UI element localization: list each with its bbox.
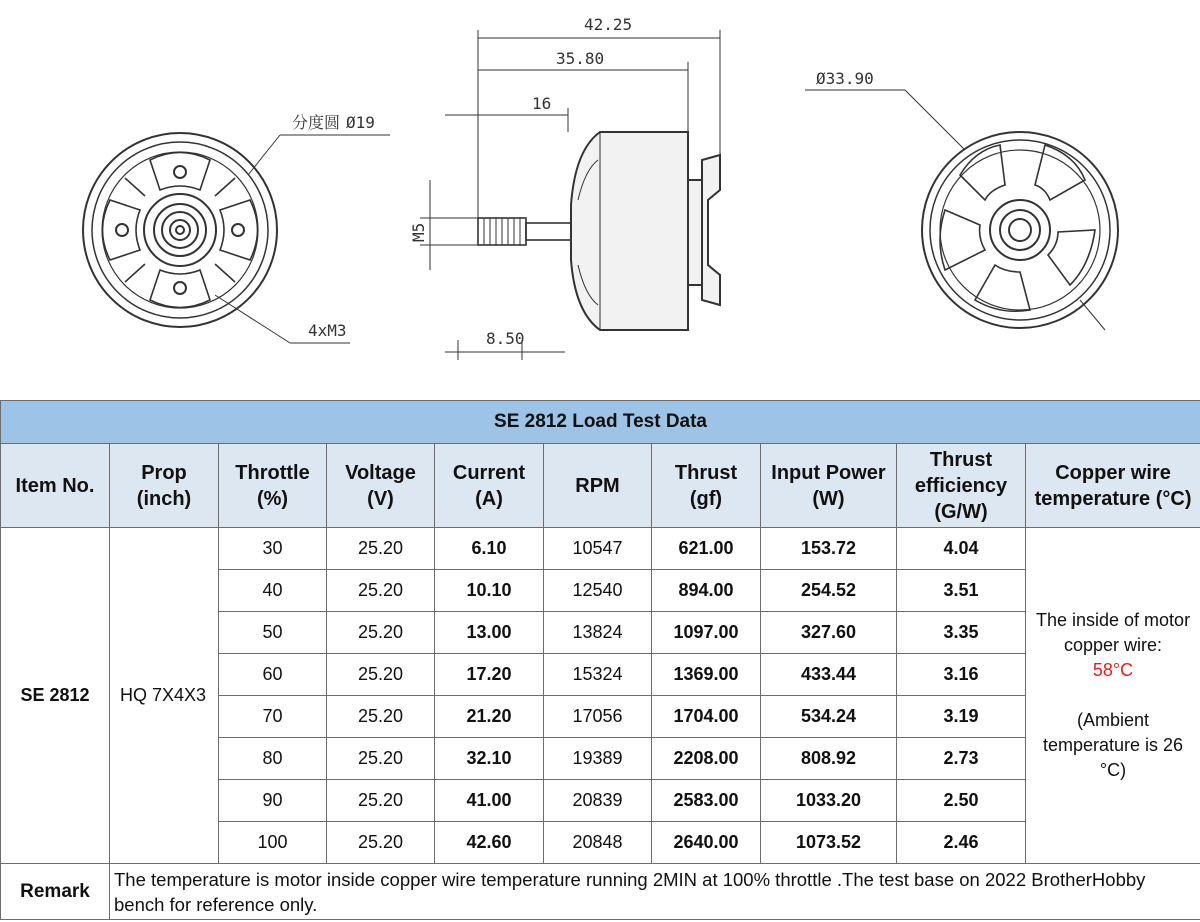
mount-holes-label: 4xM3 [308, 321, 347, 340]
throttle-cell: 30 [219, 528, 327, 570]
voltage-cell: 25.20 [327, 654, 435, 696]
current-cell: 41.00 [435, 780, 544, 822]
item-no-cell: SE 2812 [1, 528, 110, 864]
load-test-table [0, 400, 1200, 920]
pitch-circle-value: Ø19 [346, 113, 375, 132]
remark-text: The temperature is motor inside copper wire temperature running 2MIN at 100% throttle .The test base on 2022 BrotherHobby bench for reference only. [110, 864, 1200, 920]
rpm-cell: 10547 [544, 528, 652, 570]
thrust-cell: 1704.00 [652, 696, 761, 738]
input-power-cell: 1033.20 [761, 780, 897, 822]
header-efficiency: Thrust efficiency (G/W) [897, 444, 1026, 528]
header-throttle: Throttle (%) [219, 444, 327, 528]
table-row [1, 528, 1200, 570]
voltage-cell: 25.20 [327, 570, 435, 612]
throttle-cell: 70 [219, 696, 327, 738]
input-power-cell: 808.92 [761, 738, 897, 780]
header-rpm: RPM [544, 444, 652, 528]
front-view [83, 133, 390, 343]
header-input-power: Input Power (W) [761, 444, 897, 528]
voltage-cell: 25.20 [327, 822, 435, 864]
rpm-cell: 19389 [544, 738, 652, 780]
rear-diameter-dim: Ø33.90 [816, 69, 874, 88]
thrust-cell: 1369.00 [652, 654, 761, 696]
thrust-cell: 2640.00 [652, 822, 761, 864]
rear-view [805, 90, 1118, 330]
current-cell: 32.10 [435, 738, 544, 780]
voltage-cell: 25.20 [327, 528, 435, 570]
throttle-cell: 90 [219, 780, 327, 822]
voltage-cell: 25.20 [327, 612, 435, 654]
rpm-cell: 20848 [544, 822, 652, 864]
rpm-cell: 17056 [544, 696, 652, 738]
thrust-cell: 1097.00 [652, 612, 761, 654]
rpm-cell: 12540 [544, 570, 652, 612]
copper-temp-value: 58°C [1092, 660, 1134, 680]
thrust-cell: 894.00 [652, 570, 761, 612]
voltage-cell: 25.20 [327, 738, 435, 780]
current-cell: 10.10 [435, 570, 544, 612]
shaft-offset-dim: 8.50 [486, 329, 525, 348]
efficiency-cell: 2.73 [897, 738, 1026, 780]
thrust-cell: 621.00 [652, 528, 761, 570]
voltage-cell: 25.20 [327, 780, 435, 822]
efficiency-cell: 2.46 [897, 822, 1026, 864]
body-length-dim: 35.80 [556, 49, 605, 68]
table-title: SE 2812 Load Test Data [1, 401, 1200, 444]
rpm-cell: 15324 [544, 654, 652, 696]
efficiency-cell: 3.35 [897, 612, 1026, 654]
input-power-cell: 433.44 [761, 654, 897, 696]
thrust-cell: 2583.00 [652, 780, 761, 822]
input-power-cell: 254.52 [761, 570, 897, 612]
header-thrust: Thrust (gf) [652, 444, 761, 528]
throttle-cell: 100 [219, 822, 327, 864]
side-view [420, 30, 720, 360]
pitch-circle-label: 分度圆 [292, 113, 341, 132]
rpm-cell: 13824 [544, 612, 652, 654]
throttle-cell: 50 [219, 612, 327, 654]
thrust-cell: 2208.00 [652, 738, 761, 780]
header-item-no: Item No. [1, 444, 110, 528]
efficiency-cell: 4.04 [897, 528, 1026, 570]
header-copper-temp: Copper wire temperature (°C) [1026, 444, 1200, 528]
shaft-thread-dim: M5 [409, 222, 428, 242]
copper-temp-note: The inside of motor copper wire: 58°C (Ambient temperature is 26 °C) [1026, 528, 1200, 864]
shaft-length-dim: 16 [532, 94, 552, 113]
efficiency-cell: 3.16 [897, 654, 1026, 696]
voltage-cell: 25.20 [327, 696, 435, 738]
input-power-cell: 1073.52 [761, 822, 897, 864]
efficiency-cell: 2.50 [897, 780, 1026, 822]
rpm-cell: 20839 [544, 780, 652, 822]
prop-cell: HQ 7X4X3 [110, 528, 219, 864]
throttle-cell: 80 [219, 738, 327, 780]
efficiency-cell: 3.51 [897, 570, 1026, 612]
header-current: Current (A) [435, 444, 544, 528]
current-cell: 6.10 [435, 528, 544, 570]
current-cell: 42.60 [435, 822, 544, 864]
input-power-cell: 534.24 [761, 696, 897, 738]
overall-length-dim: 42.25 [584, 15, 633, 34]
throttle-cell: 40 [219, 570, 327, 612]
current-cell: 17.20 [435, 654, 544, 696]
header-prop: Prop (inch) [110, 444, 219, 528]
input-power-cell: 327.60 [761, 612, 897, 654]
efficiency-cell: 3.19 [897, 696, 1026, 738]
remark-label: Remark [1, 864, 110, 920]
input-power-cell: 153.72 [761, 528, 897, 570]
current-cell: 13.00 [435, 612, 544, 654]
header-voltage: Voltage (V) [327, 444, 435, 528]
current-cell: 21.20 [435, 696, 544, 738]
throttle-cell: 60 [219, 654, 327, 696]
technical-drawings [0, 0, 1200, 400]
remark-row [1, 864, 1200, 920]
